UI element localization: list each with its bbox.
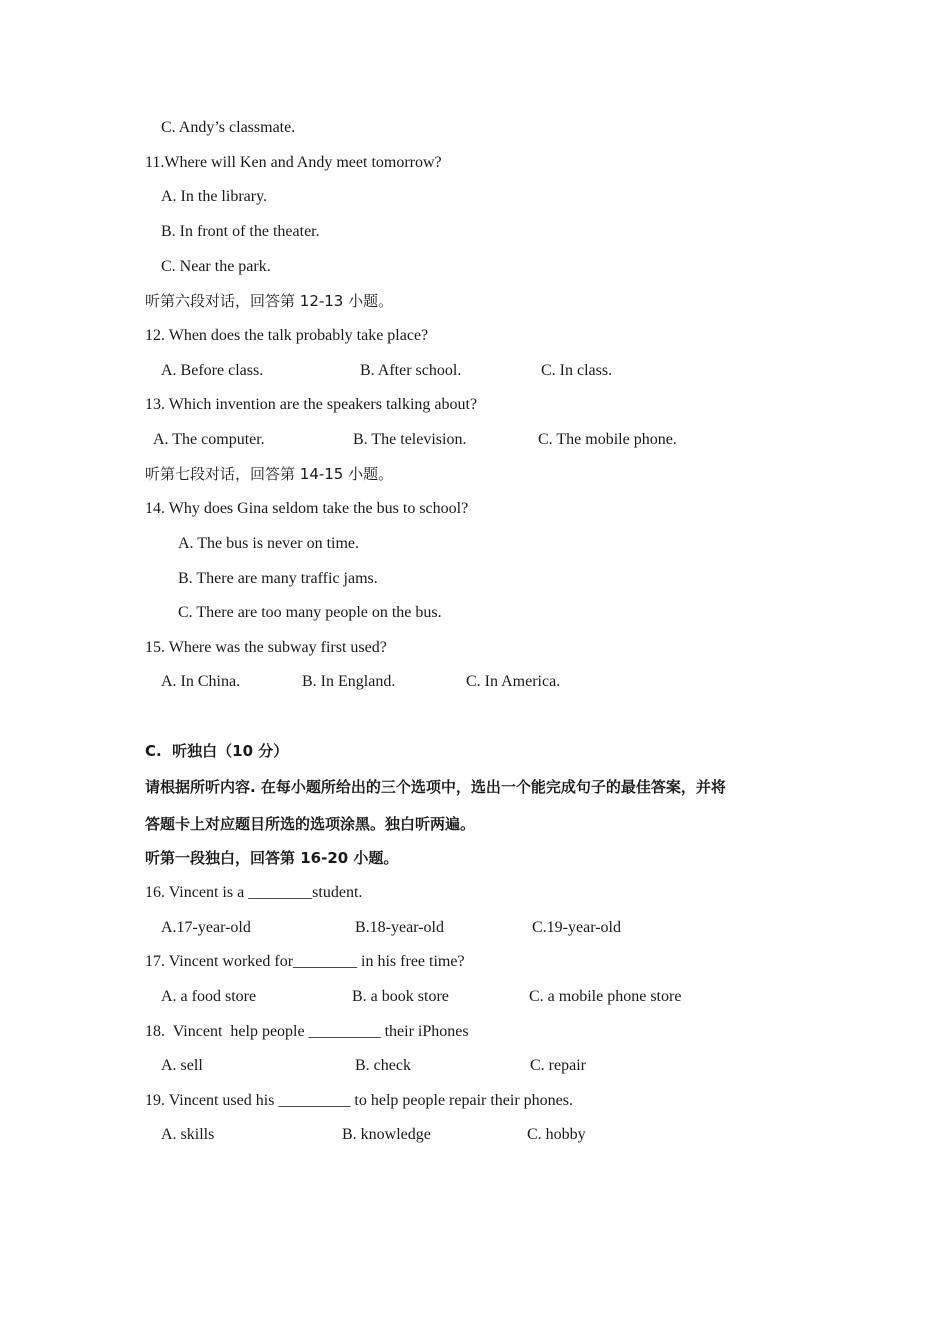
q12-option-b: B. After school. [360, 362, 462, 379]
q18-question: 18. Vincent help people _________ their iPhones [145, 1023, 469, 1040]
q19-question: 19. Vincent used his _________ to help people repair their phones. [145, 1092, 573, 1109]
q13-option-c: C. The mobile phone. [538, 431, 677, 448]
section-c-instruction-line2: 答题卡上对应题目所选的选项涂黑。独白听两遍。 [145, 815, 476, 833]
q18-option-c: C. repair [530, 1057, 586, 1074]
q15-question: 15. Where was the subway first used? [145, 639, 387, 656]
q11-option-b: B. In front of the theater. [161, 223, 320, 240]
q11-option-c: C. Near the park. [161, 258, 271, 275]
q17-option-c: C. a mobile phone store [529, 988, 682, 1005]
q13-option-a: A. The computer. [153, 431, 265, 448]
q16-option-a: A.17-year-old [161, 919, 251, 936]
q17-question: 17. Vincent worked for________ in his free time? [145, 953, 465, 970]
q15-option-b: B. In England. [302, 673, 396, 690]
q14-option-a: A. The bus is never on time. [178, 535, 360, 552]
q17-option-a: A. a food store [161, 988, 257, 1005]
q11-option-a: A. In the library. [161, 188, 268, 205]
q15-option-a: A. In China. [161, 673, 241, 690]
section-c-instruction-line1: 请根据所听内容. 在每小题所给出的三个选项中，选出一个能完成句子的最佳答案，并将 [145, 778, 726, 796]
q19-option-c: C. hobby [527, 1126, 586, 1143]
q13-question: 13. Which invention are the speakers talking about? [145, 396, 478, 413]
q18-option-b: B. check [355, 1057, 411, 1074]
monologue1-instruction: 听第一段独白，回答第 16-20 小题。 [145, 849, 399, 867]
q12-option-c: C. In class. [541, 362, 613, 379]
dialogue6-instruction: 听第六段对话，回答第 12-13 小题。 [145, 292, 394, 310]
q14-option-c: C. There are too many people on the bus. [178, 604, 442, 621]
q10-option-c: C. Andy’s classmate. [161, 119, 296, 136]
q13-option-b: B. The television. [353, 431, 467, 448]
q15-option-c: C. In America. [466, 673, 561, 690]
q19-option-a: A. skills [161, 1126, 215, 1143]
q11-question: 11.Where will Ken and Andy meet tomorrow? [145, 154, 442, 171]
q14-question: 14. Why does Gina seldom take the bus to school? [145, 500, 469, 517]
q12-option-a: A. Before class. [161, 362, 264, 379]
q12-question: 12. When does the talk probably take place? [145, 327, 429, 344]
q14-option-b: B. There are many traffic jams. [178, 570, 378, 587]
q17-option-b: B. a book store [352, 988, 449, 1005]
q16-option-c: C.19-year-old [532, 919, 621, 936]
dialogue7-instruction: 听第七段对话，回答第 14-15 小题。 [145, 465, 394, 483]
q16-option-b: B.18-year-old [355, 919, 444, 936]
q18-option-a: A. sell [161, 1057, 203, 1074]
section-c-heading: C. 听独白（10 分） [145, 742, 289, 760]
q19-option-b: B. knowledge [342, 1126, 431, 1143]
q16-question: 16. Vincent is a ________student. [145, 884, 363, 901]
